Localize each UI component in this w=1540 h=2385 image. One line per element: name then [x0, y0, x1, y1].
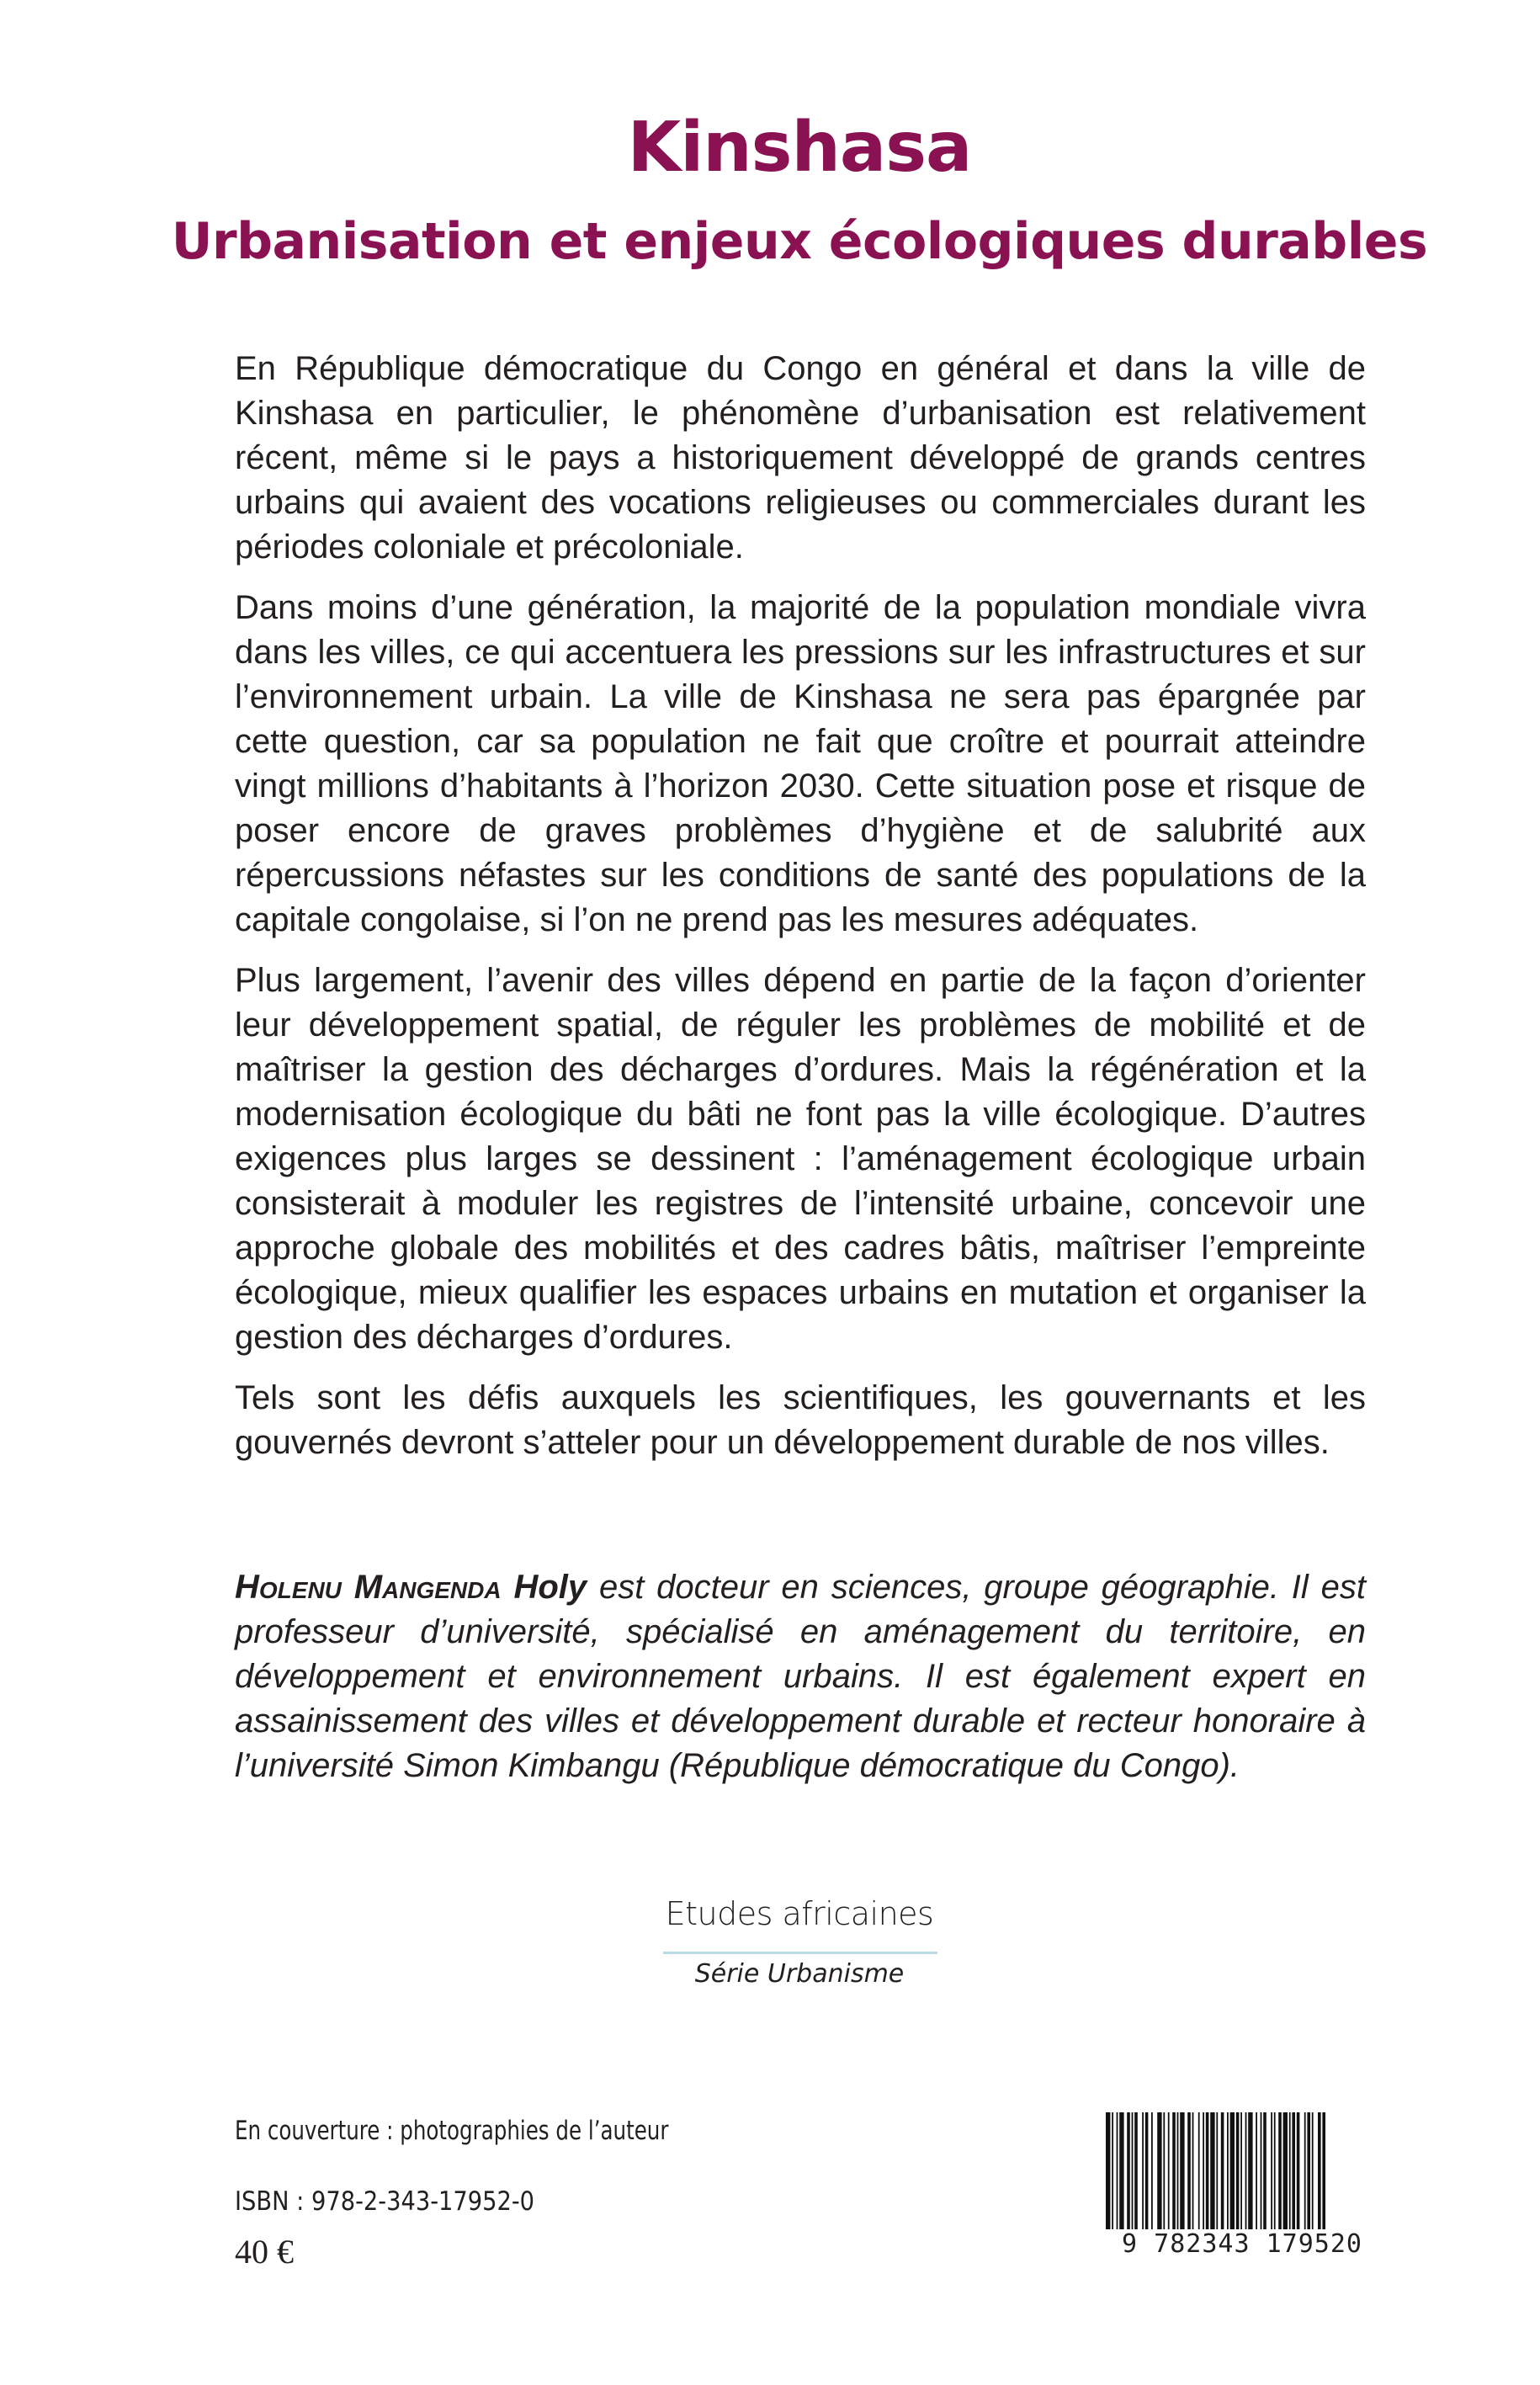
barcode-bar	[1261, 2112, 1262, 2230]
barcode-bar	[1292, 2112, 1295, 2230]
barcode-bar	[1132, 2112, 1134, 2230]
barcode-bars	[1102, 2112, 1382, 2230]
barcode-bar	[1180, 2112, 1184, 2230]
blurb-paragraph: Plus largement, l’avenir des villes dépend en partie de la façon d’orienter leur développement spatial, de réguler les problèmes de mobilité et de maîtriser la gestion des décharges d’ordures. Mais la régénération et la modernisation écologique du bâti ne font pas la ville écologique. D’autres exigences plus larges se dessinent : l’aménagement écologique urbain consisterait à moduler les registres de l’intensité urbaine, concevoir une approche globale des mobilités et des cadres bâtis, maîtriser l’empreinte écologique, mieux qualifier les espaces urbains en mutation et organiser la gestion des décharges d’ordures.	[235, 962, 1366, 1356]
barcode-bar	[1227, 2112, 1229, 2230]
book-title: Kinshasa	[627, 108, 972, 188]
barcode-bar	[1192, 2112, 1194, 2230]
author-bio-text: est docteur en sciences, groupe géographie. Il est professeur d’université, spécialisé en aménagement du territoire, en développement et environnement urbains. Il est également expert en assainissement des villes et développement durable et recteur honoraire à l’université Simon Kimbangu (République démocratique du Congo).	[235, 1569, 1366, 1784]
book-subtitle: Urbanisation et enjeux écologiques durables	[171, 212, 1428, 271]
barcode-bar	[1145, 2112, 1149, 2230]
series-name: Série Urbanisme	[694, 1959, 905, 1989]
barcode-bar	[1297, 2112, 1300, 2230]
barcode-bar	[1203, 2112, 1204, 2230]
barcode-bar	[1177, 2112, 1179, 2230]
barcode-bar	[1216, 2112, 1218, 2230]
barcode-digits: 9 782343 179520	[1102, 2229, 1382, 2259]
barcode-bar	[1119, 2112, 1123, 2230]
barcode-bar	[1289, 2112, 1291, 2230]
barcode-bar	[1210, 2112, 1214, 2230]
barcode-bar	[1157, 2112, 1161, 2230]
barcode-bar	[1206, 2112, 1209, 2230]
barcode-bar	[1236, 2112, 1240, 2230]
barcode-bar	[1187, 2112, 1191, 2230]
price: 40 €	[235, 2233, 294, 2271]
barcode-bar	[1230, 2112, 1235, 2230]
barcode-bar	[1307, 2112, 1310, 2230]
barcode-bar	[1304, 2112, 1306, 2230]
collection-divider	[663, 1952, 937, 1954]
barcode-bar	[1271, 2112, 1272, 2230]
barcode-bar	[1263, 2112, 1267, 2230]
barcode-bar	[1256, 2112, 1257, 2230]
blurb-paragraph: En République démocratique du Congo en général et dans la ville de Kinshasa en particulier, le phénomène d’urbanisation est relativement récent, même si le pays a historiquement développé de grands centres urbains qui avaient des vocations religieuses ou commerciales durant les périodes coloniale et précoloniale.	[235, 350, 1366, 566]
barcode-bar	[1163, 2112, 1165, 2230]
barcode-bar	[1312, 2112, 1314, 2230]
barcode-bar	[1172, 2112, 1176, 2230]
barcode-bar	[1134, 2112, 1138, 2230]
barcode-bar	[1245, 2112, 1247, 2230]
barcode-bar	[1168, 2112, 1170, 2230]
back-cover-blurb	[235, 347, 1366, 1481]
barcode-bar	[1274, 2112, 1276, 2230]
barcode-bar	[1142, 2112, 1144, 2230]
author-bio	[235, 1565, 1366, 1788]
barcode-bar	[1283, 2112, 1288, 2230]
collection-name: Etudes africaines	[665, 1895, 934, 1932]
barcode-bar	[1318, 2112, 1321, 2230]
author-name: Holenu Mangenda	[235, 1569, 502, 1606]
barcode-bar	[1198, 2112, 1200, 2230]
blurb-paragraph: Dans moins d’une génération, la majorité de la population mondiale vivra dans les villes, ce qui accentuera les pressions sur les infrastructures et sur l’environnement urbain. La ville de Kinshasa ne sera pas épargnée par cette question, car sa population ne fait que croître et pourrait atteindre vingt millions d’habitants à l’horizon 2030. Cette situation pose et risque de poser encore de graves problèmes d’hygiène et de salubrité aux répercussions néfastes sur les conditions de santé des populations de la capitale congolaise, si l’on ne prend pas les mesures adéquates.	[235, 589, 1366, 938]
barcode-bar	[1112, 2112, 1113, 2230]
barcode-bar	[1221, 2112, 1224, 2230]
author-last-name: Holy	[513, 1569, 587, 1606]
barcode-bar	[1106, 2112, 1110, 2230]
blurb-paragraph: Tels sont les défis auxquels les scientifiques, les gouvernants et les gouvernés devront s’atteler pour un développement durable de nos villes.	[235, 1379, 1366, 1461]
cover-credit: En couverture : photographies de l’auteur	[235, 2116, 669, 2146]
barcode-bar	[1151, 2112, 1153, 2230]
barcode-bar	[1322, 2112, 1325, 2230]
barcode-bar	[1127, 2112, 1130, 2230]
isbn: ISBN : 978-2-343-17952-0	[235, 2186, 535, 2217]
barcode-bar	[1240, 2112, 1242, 2230]
barcode-bar	[1248, 2112, 1252, 2230]
barcode-bar	[1278, 2112, 1282, 2230]
barcode-bar	[1117, 2112, 1118, 2230]
